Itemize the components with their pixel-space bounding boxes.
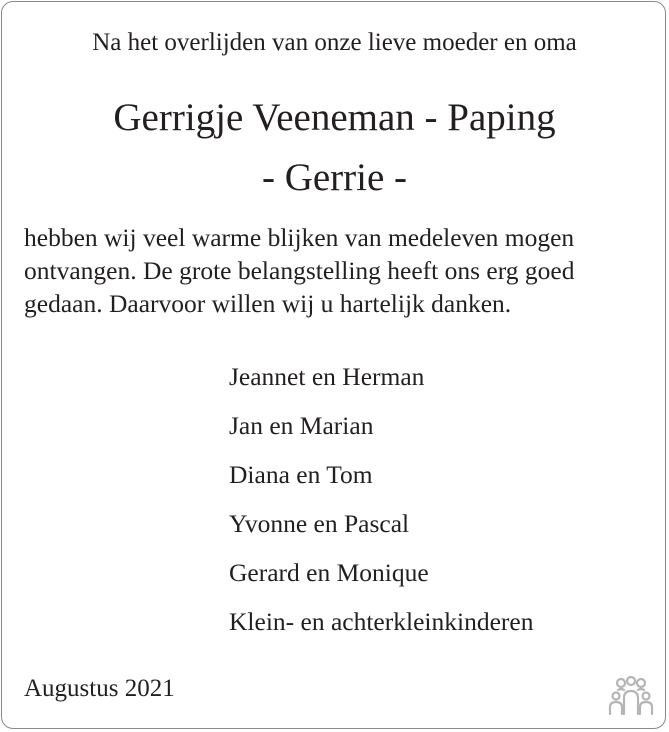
signatory: Klein- en achterkleinkinderen [229,607,534,636]
message-line: gedaan. Daarvoor willen wij u hartelijk danken. [24,289,512,318]
signatory: Jeannet en Herman [229,362,425,391]
signatory: Jan en Marian [229,411,374,440]
signatory: Diana en Tom [229,460,373,489]
deceased-nickname: - Gerrie - [261,156,408,199]
message-line: hebben wij veel warme blijken van medeleven mogen [24,223,575,252]
signatory: Gerard en Monique [229,558,429,587]
message-line: ontvangen. De grote belangstelling heeft ons erg goed [24,256,575,285]
deceased-name: Gerrigje Veeneman - Paping [113,96,556,139]
signatory: Yvonne en Pascal [229,509,410,538]
intro-text: Na het overlijden van onze lieve moeder en oma [92,29,577,56]
notice-date: Augustus 2021 [24,675,175,702]
thank-you-message [24,221,646,320]
family-group-icon [606,676,656,716]
signatories-list [229,352,533,646]
